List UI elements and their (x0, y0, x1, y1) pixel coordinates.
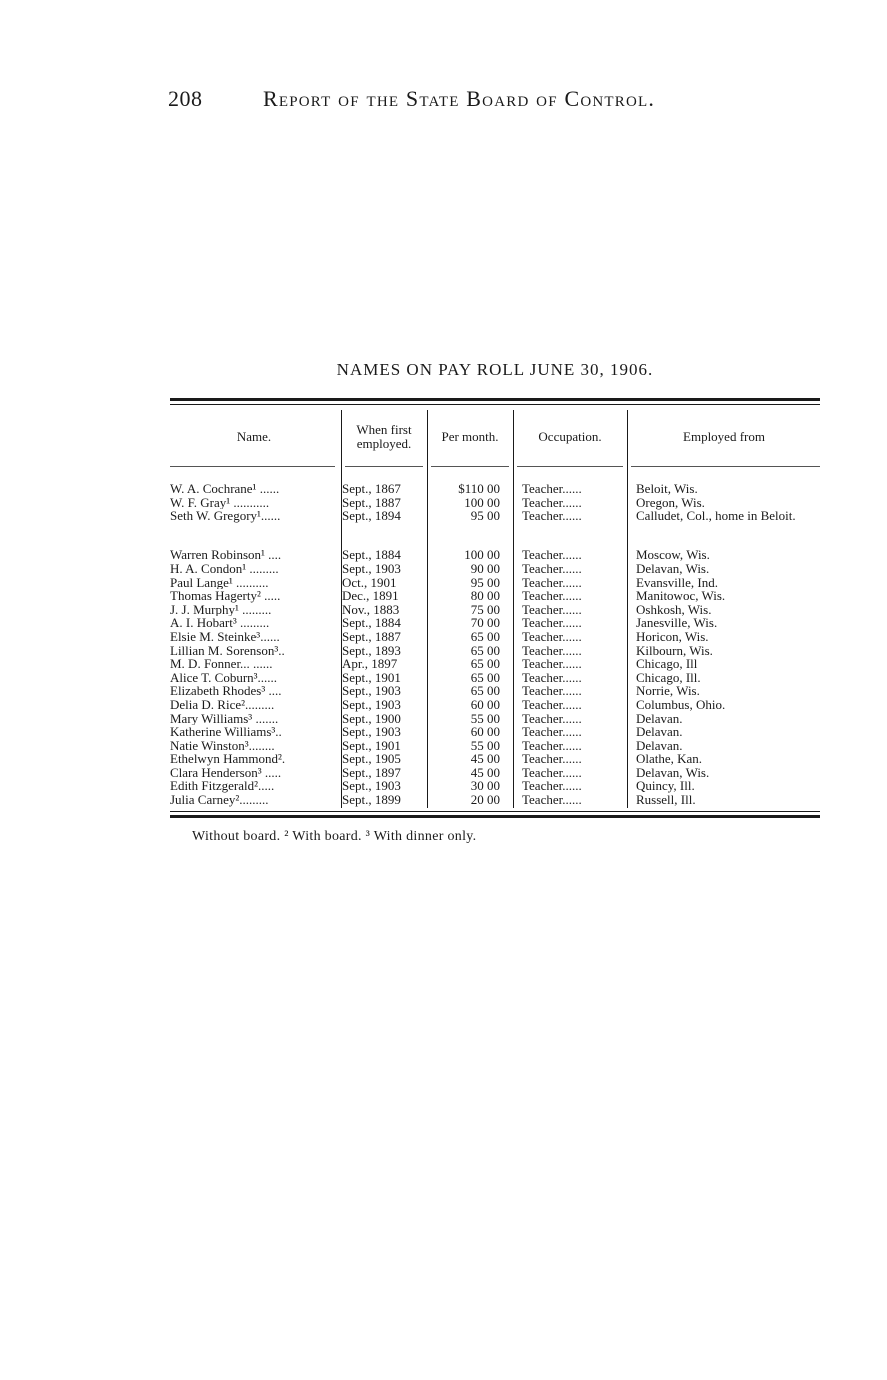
table-row (170, 509, 820, 536)
table-row (170, 793, 820, 807)
cell-when-employed: Nov., 1883 (342, 601, 400, 617)
table-row (170, 482, 820, 496)
cell-per-month: 95 00 (470, 574, 500, 590)
cell-employed-from: Olathe, Kan. (636, 751, 703, 767)
table-row (170, 698, 820, 712)
table-row (170, 644, 820, 658)
cell-when-employed: Sept., 1894 (342, 508, 401, 524)
cell-occupation: Teacher...... (522, 508, 582, 524)
cell-name: H. A. Condon¹ ......... (170, 561, 279, 576)
cell-employed-from: Quincy, Ill. (636, 778, 695, 794)
cell-per-month: 65 00 (470, 628, 500, 644)
cell-employed-from: Delavan. (636, 710, 683, 726)
cell-employed-from: Moscow, Wis. (636, 547, 710, 563)
cell-name: Elsie M. Steinke³...... (170, 629, 280, 644)
cell-when-employed: Sept., 1893 (342, 642, 401, 658)
cell-name: Thomas Hagerty² ..... (170, 589, 281, 603)
cell-when-employed: Sept., 1901 (342, 737, 401, 753)
cell-name: Lillian M. Sorenson³.. (170, 643, 285, 658)
cell-per-month: 90 00 (470, 560, 500, 576)
cell-per-month: 45 00 (470, 764, 500, 780)
cell-occupation: Teacher...... (522, 669, 582, 685)
table-row (170, 671, 820, 685)
bottom-rule-thin (170, 811, 820, 812)
cell-employed-from: Kilbourn, Wis. (636, 642, 713, 658)
cell-employed-from: Chicago, Ill (636, 656, 698, 672)
cell-when-employed: Sept., 1901 (342, 669, 401, 685)
cell-per-month: 100 00 (464, 547, 500, 563)
table-row (170, 712, 820, 726)
table-row (170, 766, 820, 780)
cell-per-month: 70 00 (470, 615, 500, 631)
cell-occupation: Teacher...... (522, 778, 582, 794)
cell-per-month: 20 00 (470, 792, 500, 808)
cell-per-month: 65 00 (470, 669, 500, 685)
footnote: Without board. ² With board. ³ With dinner only. (192, 829, 477, 844)
cell-when-employed: Sept., 1900 (342, 710, 401, 726)
cell-when-employed: Sept., 1899 (342, 792, 401, 808)
cell-name: M. D. Fonner... ...... (170, 657, 273, 671)
cell-employed-from: Evansville, Ind. (636, 574, 718, 590)
cell-per-month: 65 00 (470, 656, 500, 672)
cell-occupation: Teacher...... (522, 560, 582, 576)
top-rule-thick (170, 398, 820, 401)
cell-occupation: Teacher...... (522, 481, 582, 496)
cell-when-employed: Apr., 1897 (342, 656, 398, 672)
cell-name: Clara Henderson³ ..... (170, 765, 282, 780)
cell-occupation: Teacher...... (522, 615, 582, 631)
cell-occupation: Teacher...... (522, 547, 582, 563)
cell-employed-from: Chicago, Ill. (636, 669, 701, 685)
cell-name: Mary Williams³ ....... (170, 711, 279, 726)
cell-when-employed: Sept., 1903 (342, 560, 401, 576)
table-row (170, 779, 820, 793)
cell-name: J. J. Murphy¹ ......... (170, 602, 272, 617)
column-header-name: Name. (236, 429, 272, 444)
cell-occupation: Teacher...... (522, 683, 582, 699)
column-header-per-month: Per month. (441, 429, 499, 444)
cell-when-employed: Oct., 1901 (342, 574, 397, 590)
cell-per-month: 65 00 (470, 642, 500, 658)
cell-name: Edith Fitzgerald²..... (170, 779, 275, 794)
table-row (170, 496, 820, 510)
cell-employed-from: Oregon, Wis. (636, 494, 705, 510)
cell-employed-from: Norrie, Wis. (636, 683, 700, 699)
cell-occupation: Teacher...... (522, 696, 582, 712)
cell-occupation: Teacher...... (522, 710, 582, 726)
table-row (170, 562, 820, 576)
cell-name: Katherine Williams³.. (170, 725, 282, 739)
cell-employed-from: Delavan, Wis. (636, 764, 710, 780)
cell-name: Seth W. Gregory¹...... (170, 509, 281, 523)
header-underline (517, 466, 623, 467)
cell-employed-from: Oshkosh, Wis. (636, 601, 712, 617)
cell-when-employed: Sept., 1903 (342, 683, 401, 699)
cell-occupation: Teacher...... (522, 792, 582, 808)
header-underline (345, 466, 423, 467)
cell-occupation: Teacher...... (522, 588, 582, 604)
table-row (170, 548, 820, 562)
table-row (170, 752, 820, 766)
cell-name: Paul Lange¹ .......... (170, 575, 269, 590)
cell-per-month: 55 00 (470, 710, 500, 726)
column-header-occupation: Occupation. (538, 429, 602, 444)
cell-when-employed: Sept., 1884 (342, 615, 401, 631)
cell-employed-from: Beloit, Wis. (636, 481, 698, 496)
table-row (170, 739, 820, 753)
table-row (170, 589, 820, 603)
cell-employed-from: Delavan, Wis. (636, 560, 710, 576)
table-row (170, 603, 820, 617)
cell-when-employed: Sept., 1887 (342, 628, 401, 644)
cell-employed-from: Russell, Ill. (636, 792, 696, 808)
table-body (170, 482, 820, 807)
cell-when-employed: Sept., 1903 (342, 724, 401, 740)
cell-employed-from: Columbus, Ohio. (636, 696, 726, 712)
cell-occupation: Teacher...... (522, 494, 582, 510)
cell-occupation: Teacher...... (522, 601, 582, 617)
cell-occupation: Teacher...... (522, 628, 582, 644)
table-title: NAMES ON PAY ROLL JUNE 30, 1906. (336, 360, 654, 379)
running-title: Report of the State Board of Control. (263, 86, 656, 111)
cell-employed-from: Janesville, Wis. (636, 615, 718, 631)
cell-per-month: 100 00 (464, 494, 500, 510)
cell-name: Warren Robinson¹ .... (170, 548, 282, 562)
header-underline (431, 466, 509, 467)
cell-when-employed: Sept., 1884 (342, 547, 401, 563)
table-row (170, 576, 820, 590)
header-underline (631, 466, 820, 467)
cell-name: Elizabeth Rhodes³ .... (170, 684, 282, 698)
cell-when-employed: Dec., 1891 (342, 588, 399, 604)
cell-when-employed: Sept., 1887 (342, 494, 401, 510)
table-row (170, 657, 820, 671)
cell-occupation: Teacher...... (522, 724, 582, 740)
cell-occupation: Teacher...... (522, 737, 582, 753)
cell-occupation: Teacher...... (522, 642, 582, 658)
cell-per-month: $110 00 (458, 481, 500, 496)
cell-name: Julia Carney²......... (170, 793, 269, 807)
column-header-employed-from: Employed from (683, 429, 765, 444)
cell-per-month: 55 00 (470, 737, 500, 753)
cell-name: W. A. Cochrane¹ ...... (170, 482, 280, 496)
column-header-when: When first employed. (356, 422, 412, 451)
header-underline (170, 466, 335, 467)
cell-occupation: Teacher...... (522, 751, 582, 767)
table-row (170, 725, 820, 739)
cell-occupation: Teacher...... (522, 574, 582, 590)
cell-when-employed: Sept., 1867 (342, 481, 401, 496)
cell-name: Delia D. Rice²......... (170, 697, 275, 712)
cell-when-employed: Sept., 1905 (342, 751, 401, 767)
cell-employed-from: Delavan. (636, 737, 683, 753)
table-row (170, 684, 820, 698)
page-number: 208 (168, 86, 203, 111)
cell-occupation: Teacher...... (522, 656, 582, 672)
cell-per-month: 30 00 (470, 778, 500, 794)
cell-per-month: 45 00 (470, 751, 500, 767)
cell-per-month: 75 00 (470, 601, 500, 617)
cell-when-employed: Sept., 1903 (342, 696, 401, 712)
bottom-rule-thick (170, 815, 820, 818)
cell-name: Natie Winston³........ (170, 738, 275, 753)
top-rule-thin (170, 404, 820, 405)
cell-employed-from: Manitowoc, Wis. (636, 588, 726, 604)
cell-when-employed: Sept., 1903 (342, 778, 401, 794)
cell-employed-from: Calludet, Col., home in Beloit. (636, 508, 796, 524)
cell-per-month: 65 00 (470, 683, 500, 699)
cell-name: Alice T. Coburn³...... (170, 670, 278, 685)
cell-per-month: 80 00 (470, 588, 500, 604)
table-row (170, 630, 820, 644)
cell-name: A. I. Hobart³ ......... (170, 616, 270, 630)
cell-per-month: 60 00 (470, 724, 500, 740)
table-row (170, 616, 820, 630)
cell-name: Ethelwyn Hammond². (170, 752, 286, 766)
cell-occupation: Teacher...... (522, 764, 582, 780)
cell-per-month: 60 00 (470, 696, 500, 712)
cell-employed-from: Horicon, Wis. (636, 628, 709, 644)
cell-per-month: 95 00 (470, 508, 500, 524)
cell-employed-from: Delavan. (636, 724, 683, 740)
cell-when-employed: Sept., 1897 (342, 764, 401, 780)
cell-name: W. F. Gray¹ ........... (170, 495, 270, 510)
